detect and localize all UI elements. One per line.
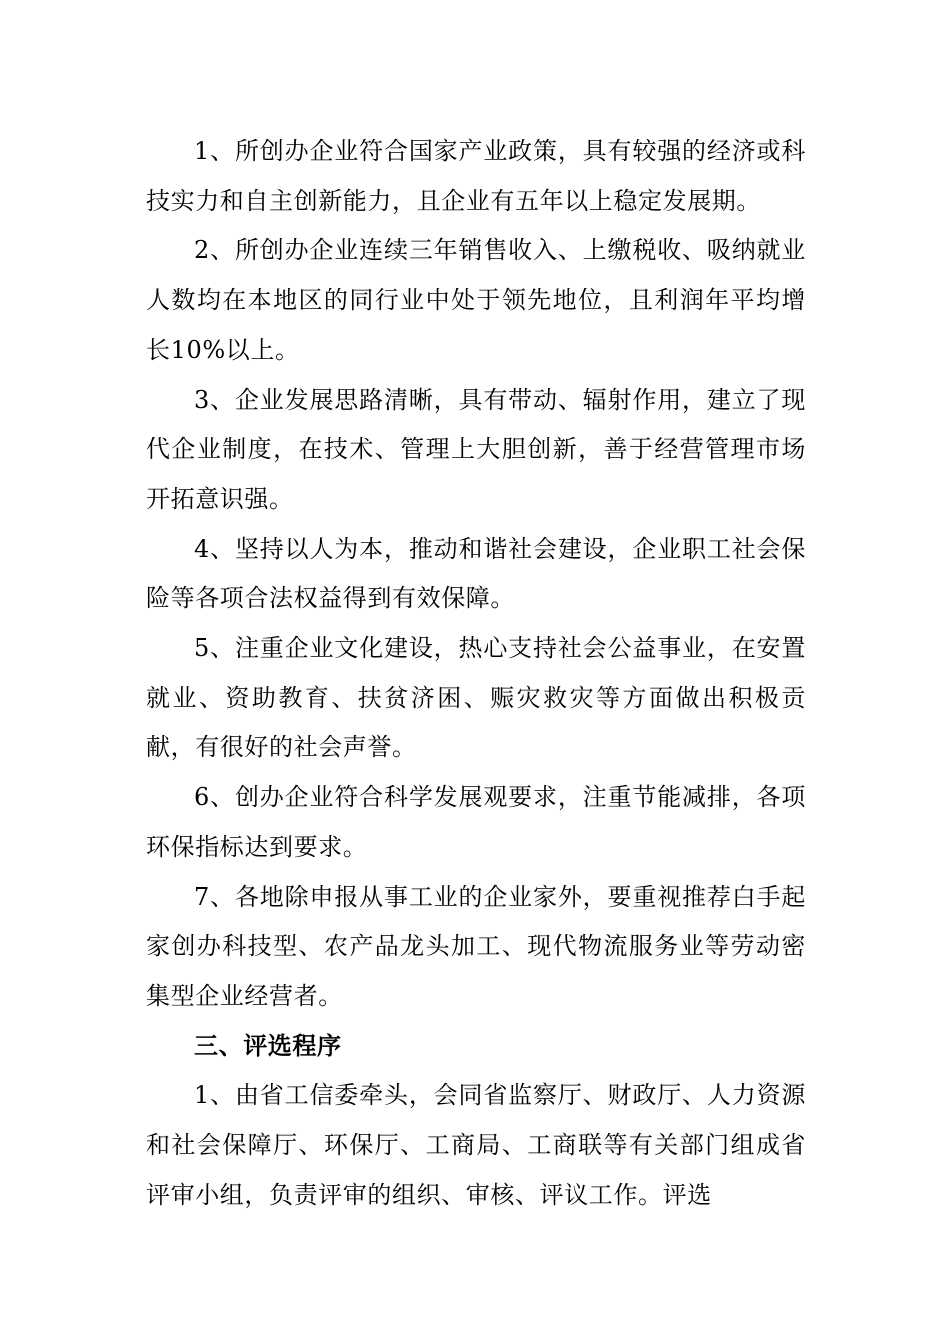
criterion-paragraph-2: 2、所创办企业连续三年销售收入、上缴税收、吸纳就业人数均在本地区的同行业中处于领先地位，且利润年平均增长10%以上。: [146, 236, 806, 364]
criterion-paragraph-1: 1、所创办企业符合国家产业政策，具有较强的经济或科技实力和自主创新能力，且企业有五年以上稳定发展期。: [146, 137, 806, 215]
criterion-paragraph-5: 5、注重企业文化建设，热心支持社会公益事业，在安置就业、资助教育、扶贫济困、赈灾救灾等方面做出积极贡献，有很好的社会声誉。: [146, 634, 806, 762]
document-page: [146, 127, 806, 1220]
criterion-paragraph-4: 4、坚持以人为本，推动和谐社会建设，企业职工社会保险等各项合法权益得到有效保障。: [146, 534, 806, 613]
criterion-paragraph-3: 3、企业发展思路清晰，具有带动、辐射作用，建立了现代企业制度，在技术、管理上大胆创新，善于经营管理市场开拓意识强。: [146, 385, 806, 513]
criterion-paragraph-6: 6、创办企业符合科学发展观要求，注重节能减排，各项环保指标达到要求。: [146, 783, 806, 861]
section-heading-selection-procedure: 三、评选程序: [194, 1031, 342, 1060]
criterion-paragraph-7: 7、各地除申报从事工业的企业家外，要重视推荐白手起家创办科技型、农产品龙头加工、现代物流服务业等劳动密集型企业经营者。: [146, 882, 806, 1010]
procedure-paragraph-1: 1、由省工信委牵头，会同省监察厅、财政厅、人力资源和社会保障厅、环保厅、工商局、工商联等有关部门组成省评审小组，负责评审的组织、审核、评议工作。评选: [146, 1081, 806, 1209]
